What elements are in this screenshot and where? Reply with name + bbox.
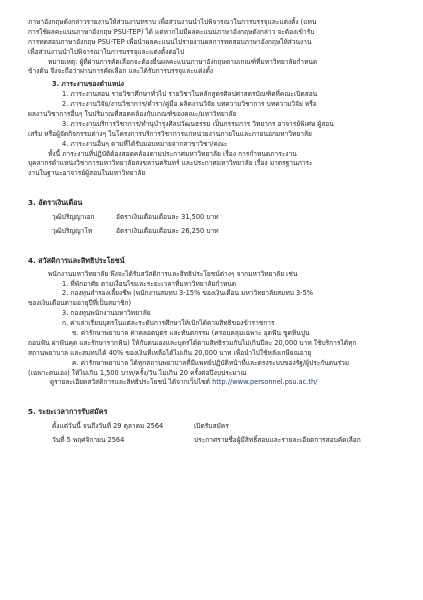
period-date: วันที่ 5 พฤศจิกายน 2564 [52,436,125,444]
salary-degree: วุฒิปริญญาโท [52,226,93,235]
duty-line: เสริม หรือผู้จัดกิจกรรมต่างๆ ในโครงการบริการวิชาการแก่หน่วยงานภายในและภายนอกมหาวิทยาลัย [28,129,312,138]
salary-amount: อัตราเงินเดือนเดือนละ 26,250 บาท [116,226,219,235]
period-row-open [28,422,399,432]
duty-line: 3. ภาระงานบริการวิชาการ/ทำนุบำรุงศิลปวัฒนธรรม เป็นกรรมการ วิทยากร อาจารย์พิเศษ ผู้สอน [62,119,334,128]
duty-line: 4. ภาระงานอื่นๆ ตามที่ได้รับมอบหมายจากสาขาวิชา/คณะ [62,139,228,148]
welfare-sublist [28,319,399,378]
duties-footer-line: บุคลากรตำแหน่งวิชาการมหาวิทยาลัยสงขลานครินทร์ และประกาศมหาวิทยาลัย เรื่อง มาตรฐานภาระ [28,159,313,168]
duties-footer-line: ทั้งนี้ ภาระงานที่ปฏิบัติต้องสอดคล้องตามประกาศมหาวิทยาลัย เรื่อง การกำหนดภาระงาน [48,149,297,158]
period-event: ประกาศรายชื่อผู้มีสิทธิ์สอบและรายละเอียดการสอบคัดเลือก [194,436,361,444]
welfare-item-cont: ของเงินเดือนตามอายุปีที่เป็นสมาชิก) [28,299,132,308]
salary-amount: อัตราเงินเดือนเดือนละ 31,500 บาท [116,213,219,222]
personnel-website-link[interactable]: http://www.personnel.psu.ac.th/ [212,378,318,387]
welfare-item: 3. กองทุนพนักงานมหาวิทยาลัย [62,309,151,318]
note-line: หมายเหตุ: ผู้ที่ผ่านการคัดเลือกจะต้องยื่นผลคะแนนภาษาอังกฤษตามเกณฑ์ที่มหาวิทยาลัยกำหนด [48,57,318,66]
welfare-subitem: ข. ค่ารักษาพยาบาล ค่าคลอดบุตร และทันตกรรม (ครอบคลุมเฉพาะ อุดฟัน ขูดหินปูน [72,328,310,337]
welfare-item: 1. ที่พักอาศัย ตามเงื่อนไขและระยะเวลาที่มหาวิทยาลัยกำหนด [62,279,237,288]
welfare-intro-line: พนักงานมหาวิทยาลัย พึงจะได้รับสวัสดิการและสิทธิประโยชน์ต่างๆ จากมหาวิทยาลัย เช่น [48,269,298,278]
period-date: ตั้งแต่วันนี้ จนถึงวันที่ 29 ตุลาคม 2564 [52,422,164,431]
welfare-subitem-cont: ถอนฟัน ผ่าฟันคุด และรักษารากฟัน) ให้กับตนเองและบุตรได้ตามสิทธิรวมกันไม่เกินปีละ 20,000 บาท ใช้บริการได้ทุก [28,338,357,347]
welfare-item: 2. กองทุนสำรองเลี้ยงชีพ (พนักงานสมทบ 3-15% ของเงินเดือน มหาวิทยาลัยสมทบ 3-5% [62,289,314,298]
duties-list [28,90,399,149]
duties-footer [28,150,399,180]
salary-row-doctorate [28,213,399,223]
period-row-announce [28,436,399,446]
intro-line: การใช้ผลคะแนนภาษาอังกฤษ PSU-TEP) ได้ แต่หากไม่มีผลคะแนนภาษาอังกฤษดังกล่าว จะต้องเข้ารับ [28,27,315,36]
salary-row-masters [28,227,399,237]
note-paragraph [28,58,399,78]
salary-degree: วุฒิปริญญาเอก [52,213,95,222]
intro-line: ภาษาอังกฤษดังกล่าวรายงานให้ส่วนงานทราบ เพื่อส่วนงานนำไปพิจารณาในการบรรจุและแต่งตั้ง (แทน [28,18,317,26]
welfare-title: 4. สวัสดิการและสิทธิประโยชน์ [28,255,125,265]
intro-line: เพื่อส่วนงานนำไปพิจารณาในการบรรจุและแต่งตั้งต่อไป [28,47,185,56]
period-event: เปิดรับสมัคร [194,422,229,431]
duty-item [28,119,399,140]
duty-item [28,100,399,120]
duty-line: 2. ภาระงานวิจัย/งานวิชาการ/ตำรา/คู่มือ ผลิตงานวิจัย บทความวิชาการ บทความวิจัย หรือ [62,100,317,109]
welfare-subitem: ค. ค่ารักษาพยาบาล ได้ทุกสถานพยาบาลที่มีแพทย์ปฏิบัติหน้าที่และตรงระบบของรัฐ/ผู้ประกันตนร่วม [72,358,350,367]
welfare-subitem-cont: สถานพยาบาล และสมทบได้ 40% ของเงินที่เหลือได้ไม่เกิน 20,000 บาท เพื่อนำไปใช้หลังเกษียณอายุ [28,348,312,357]
intro-paragraph [28,18,399,58]
salary-title: 3. อัตราเงินเดือน [28,198,83,208]
duty-item [62,90,399,100]
duties-title: 3. ภาระงานของตำแหน่ง [52,80,124,89]
welfare-more-text: ดูรายละเอียดสวัสดิการและสิทธิประโยชน์ ได้จากเว็บไซต์ [50,378,210,387]
duty-line: ผลงานวิชาการอื่นๆ ในปริมาณที่สอดคล้องกับเกณฑ์ของคณะ/มหาวิทยาลัย [28,110,237,119]
welfare-intro [28,270,399,280]
note-line: ข้างต้น จึงจะถือว่าผ่านการคัดเลือก และได้รับการบรรจุและแต่งตั้ง [28,67,214,76]
period-title: 5. ระยะเวลาการรับสมัคร [28,407,108,417]
duties-footer-line: งานในฐานะอาจารย์ผู้สอนในมหาวิทยาลัย [28,169,146,178]
welfare-more [28,378,399,388]
duty-item [62,140,399,150]
welfare-subitem-cont: (เฉพาะตนเอง) ให้ไม่เกิน 1,500 บาท/ครั้ง/วัน ไม่เกิน 20 ครั้งต่อปีงบประมาณ [28,368,247,377]
intro-line: การทดสอบภาษาอังกฤษ PSU-TEP เพื่อนำผลคะแนนไปรายงานผลการทดสอบภาษาอังกฤษให้ส่วนงาน [28,37,312,46]
welfare-list [28,280,399,320]
duty-line: 1. ภาระงานสอน รายวิชาศึกษาทั่วไป รายวิชาในหลักสูตรศิลปศาสตรบัณฑิตที่คณะเปิดสอน [62,90,318,99]
welfare-subitem: ก. ค่าเล่าเรียนบุตรในแต่ละระดับการศึกษาให้เบิกได้ตามสิทธิของข้าราชการ [62,319,275,328]
